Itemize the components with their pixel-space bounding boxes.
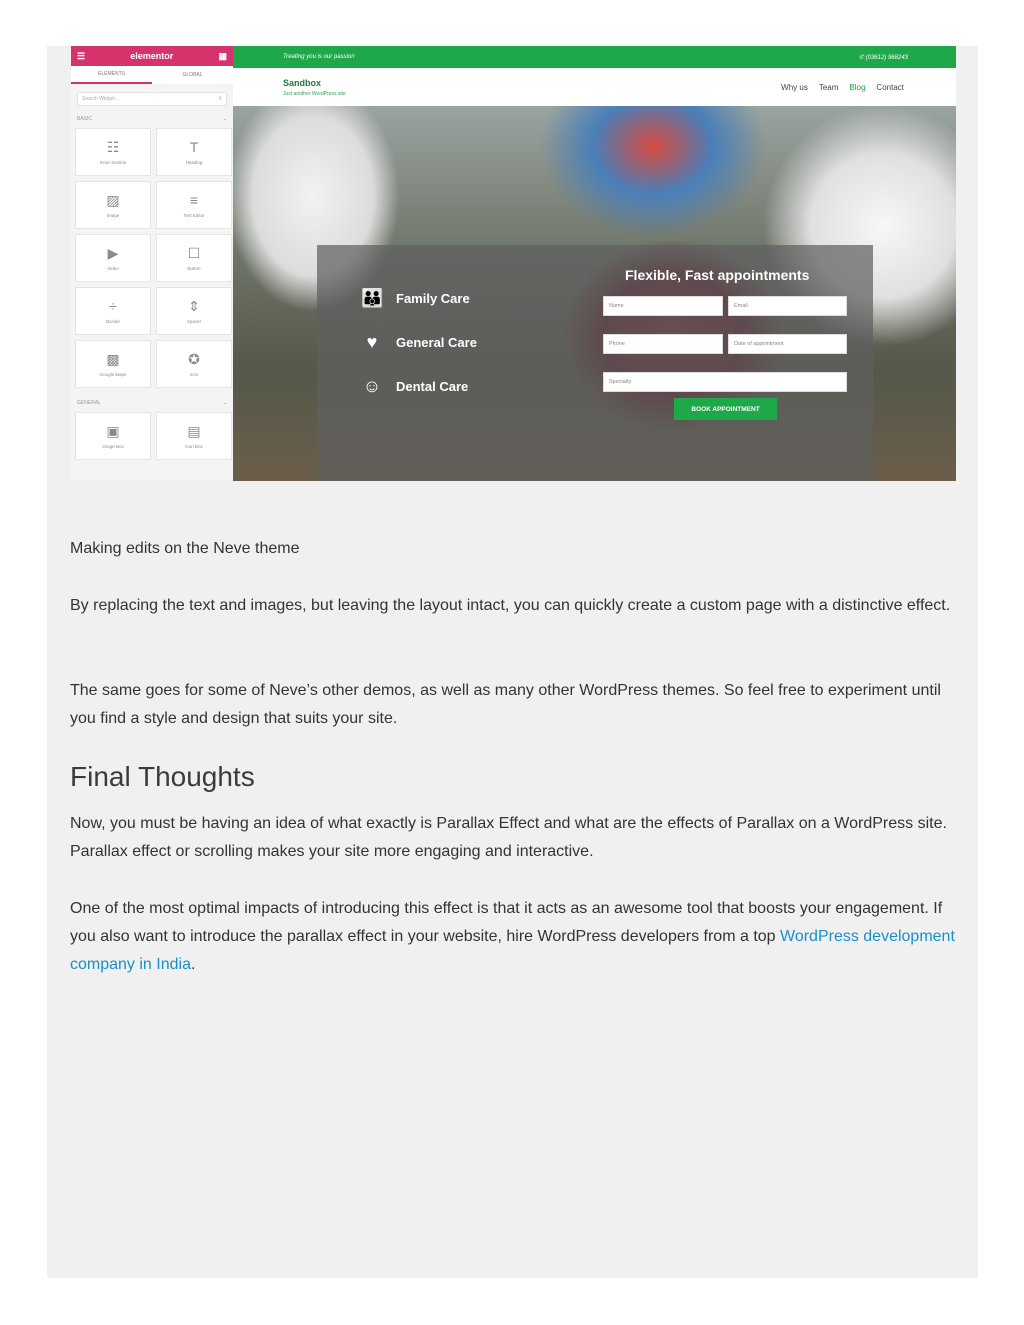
widget-button[interactable]: ☐ Button: [156, 234, 232, 282]
wordpress-company-link[interactable]: WordPress development company in India: [70, 928, 955, 973]
article-screenshot: [71, 46, 956, 481]
service-label: General Care: [396, 334, 477, 350]
heading-icon: T: [189, 138, 199, 155]
date-field[interactable]: [728, 334, 847, 354]
form-title: Flexible, Fast appointments: [625, 267, 810, 283]
elementor-logo: elementor: [130, 51, 174, 61]
general-widgets: [71, 410, 233, 462]
book-appointment-button[interactable]: BOOK APPOINTMENT: [674, 398, 777, 420]
spacer-icon: ⇕: [188, 297, 200, 314]
widget-video[interactable]: ▶ Video: [75, 234, 151, 282]
widget-icon[interactable]: ✪ Icon: [156, 340, 232, 388]
hero-overlay: [317, 245, 873, 481]
star-icon: ✪: [188, 350, 200, 367]
family-icon: 👪: [361, 288, 384, 308]
conclusion-end: .: [190, 956, 196, 973]
site-nav: [781, 83, 904, 92]
service-label: Family Care: [396, 290, 470, 306]
nav-blog[interactable]: Blog: [849, 82, 866, 92]
service-general-care: [361, 331, 477, 353]
grid-icon[interactable]: ▦: [218, 50, 227, 61]
icon-box-icon: ▤: [187, 422, 201, 439]
basic-widgets: [71, 126, 233, 390]
name-field[interactable]: [603, 296, 723, 316]
text-editor-icon: ≡: [189, 191, 199, 208]
date-placeholder: Date of appointment: [734, 341, 784, 347]
site-topbar: [233, 46, 956, 68]
heart-icon: ♥: [366, 332, 378, 352]
name-placeholder: Name: [609, 303, 624, 309]
service-dental-care: [361, 375, 477, 397]
map-icon: ▩: [106, 350, 120, 367]
chevron-down-icon: ⌄: [222, 116, 227, 122]
section-general-label: GENERAL: [77, 400, 101, 406]
paragraph-parallax-idea: Now, you must be having an idea of what exactly is Parallax Effect and what are the effects of Parallax on a WordPress site. Parallax effect or scrolling makes your site more engaging and interactive.: [70, 815, 947, 860]
email-field[interactable]: [728, 296, 847, 316]
widget-text-editor[interactable]: ≡ Text Editor: [156, 181, 232, 229]
widget-inner-section[interactable]: ☷ Inner Section: [75, 128, 151, 176]
widget-image-box[interactable]: ▣ Image Box: [75, 412, 151, 460]
specialty-field[interactable]: [603, 372, 847, 392]
site-title[interactable]: Sandbox: [283, 77, 322, 88]
tab-global[interactable]: GLOBAL: [182, 72, 203, 78]
site-branding[interactable]: [283, 78, 346, 97]
chevron-down-icon: ⌄: [222, 400, 227, 406]
phone-placeholder: Phone: [609, 341, 625, 347]
widget-icon-box[interactable]: ▤ Icon Box: [156, 412, 232, 460]
services-list: [361, 287, 477, 419]
widget-spacer[interactable]: ⇕ Spacer: [156, 287, 232, 335]
search-icon: ⚲: [218, 96, 222, 102]
paragraph-replacing: By replacing the text and images, but leaving the layout intact, you can quickly create a custom page with a distinctive effect.: [70, 597, 951, 614]
site-subtitle: Just another WordPress site: [283, 90, 346, 97]
section-heading: Final Thoughts: [70, 761, 255, 792]
image-icon: ▨: [106, 191, 120, 208]
image-box-icon: ▣: [106, 422, 120, 439]
doctor-icon: ☺: [362, 376, 382, 396]
widget-search-input[interactable]: [77, 92, 227, 106]
phone-number: (03612) 968243: [865, 54, 908, 61]
image-caption: Making edits on the Neve theme: [70, 540, 300, 557]
hamburger-icon[interactable]: ☰: [77, 50, 86, 61]
widget-image[interactable]: ▨ Image: [75, 181, 151, 229]
video-icon: ▶: [107, 244, 119, 261]
button-icon: ☐: [187, 244, 201, 261]
divider-icon: ÷: [109, 297, 117, 314]
nav-why-us[interactable]: Why us: [781, 82, 808, 92]
topbar-phone: [859, 54, 908, 61]
search-placeholder: Search Widget...: [82, 96, 119, 102]
topbar-tagline: Treating you is our passion: [283, 54, 355, 60]
email-placeholder: Email: [734, 303, 748, 309]
phone-field[interactable]: [603, 334, 723, 354]
section-basic[interactable]: [71, 112, 233, 126]
phone-icon: ✆: [858, 54, 864, 61]
panel-header: [71, 46, 233, 66]
service-family-care: [361, 287, 477, 309]
paragraph-conclusion: [70, 895, 956, 979]
elementor-panel: [71, 46, 234, 481]
tab-elements[interactable]: ELEMENTS: [71, 66, 152, 84]
widget-google-maps[interactable]: ▩ Google Maps: [75, 340, 151, 388]
site-header: [233, 68, 956, 106]
paragraph-neve-demos: The same goes for some of Neve’s other demos, as well as many other WordPress themes. So feel free to experiment until you find a style and design that suits your site.: [70, 682, 941, 727]
section-basic-label: BASIC: [77, 116, 93, 122]
nav-team[interactable]: Team: [818, 82, 839, 92]
hero-image: [233, 106, 956, 481]
widget-heading[interactable]: T Heading: [156, 128, 232, 176]
columns-icon: ☷: [106, 138, 120, 155]
conclusion-text: One of the most optimal impacts of introducing this effect is that it acts as an awesome tool that boosts your engagement. If you also want to introduce the parallax effect in your website, hire WordPress developers from a top: [70, 900, 943, 945]
specialty-placeholder: Specialty: [609, 379, 632, 385]
panel-tabs: [71, 66, 233, 84]
service-label: Dental Care: [396, 378, 469, 394]
nav-contact[interactable]: Contact: [876, 82, 904, 92]
section-general[interactable]: [71, 396, 233, 410]
widget-divider[interactable]: ÷ Divider: [75, 287, 151, 335]
